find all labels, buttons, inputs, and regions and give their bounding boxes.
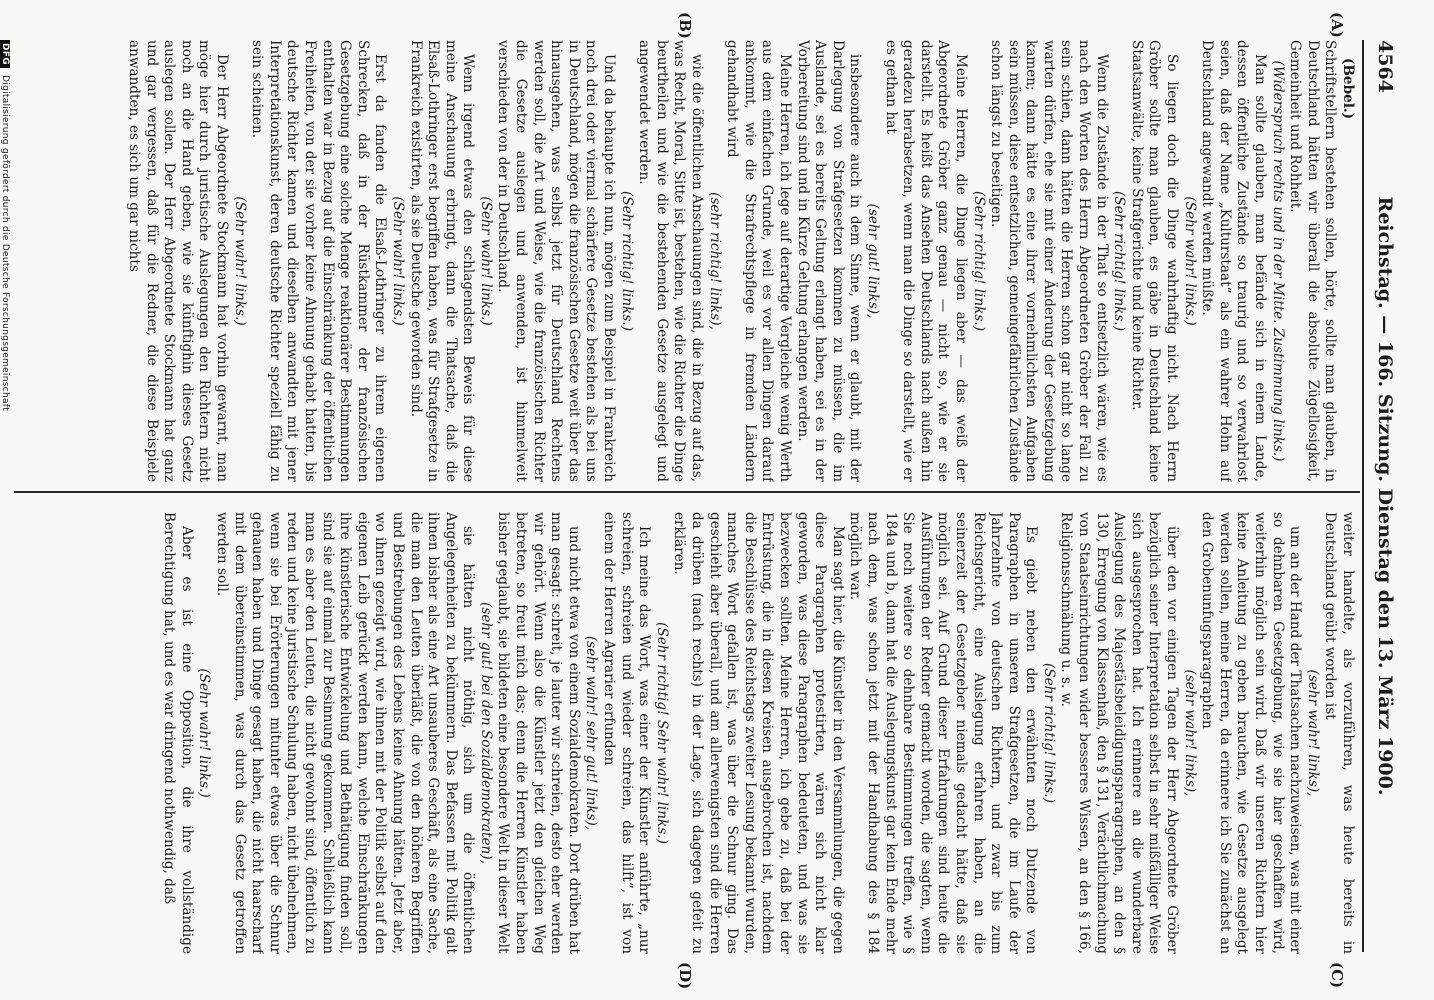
left-column-paragraph: Meine Herren, die Dinge liegen aber — das weiß der Abgeordnete Gröber ganz genau — nicht so, wie er sie darstellt. Es heißt das Ansehen Deutschlands nach außen hin geradezu herabsetzen, wenn man die Dinge so darstellt, wie er es gethan hat [882, 40, 969, 482]
left-column-interjection: (Widerspruch rechts und in der Mitte. Zustimmung links.) [1269, 60, 1286, 462]
left-column-paragraph: Schriftstellern bestehen sollen, hörte, sollte man glauben, in Deutschland hätten wir überall die absolute Zügellosigkeit, Gemeinheit und Rohheit. [1287, 40, 1339, 482]
left-column-interjection: (Sehr wahr! links.) [389, 196, 406, 326]
left-column-paragraph: So liegen doch die Dinge wahrhaftig nicht. Nach Herrn Gröber sollte man glauben, es gäbe in Deutschland keine Staatsanwälte, keine Strafgerichte und keine Richter. [1128, 40, 1181, 482]
left-column-paragraph: (Bebel.) [1340, 58, 1356, 120]
right-column-paragraph: Aber es ist eine Opposition, die ihre vollständige Berechtigung hat, und es war dringend nothwendig, daß [161, 512, 195, 954]
column-divider [14, 491, 1360, 493]
right-column-paragraph: Es giebt neben den erwähnten noch Dutzende von Paragraphen in unseren Strafgesetzen, die im Laufe der Jahrzehnte von deutschen Richtern, und zwar bis zum Reichsgericht, eine Auslegung erfahren haben, an die seinerzeit der Gesetzgeber niemals gedacht hätte, daß sie möglich sei. Auf Grund dieser Erfahrungen sind heute die Ausführungen der Redner gemacht worden, die sagten, wenn Sie noch weitere so dehnbare Bestimmungen treffen, wie § 184a und b, dann hat die Auslegungskunst gar kein Ende mehr nach dem, was schon jetzt mit der Handhabung des § 184 möglich war. [847, 512, 1040, 954]
left-column-paragraph: Wenn die Zustände in der That so entsetzlich wären, wie es nach den Worten des Herrn Abgeordneten Gröber der Fall zu sein schien, dann hätten die Herren schon gar nicht so lange warten dürfen, ehe sie mit einer Änderung der Gesetzgebung kamen; dann hätte es eine ihrer vornehmlichsten Aufgaben sein müssen, diese entsetzlichen, gemeingefährlichen Zustände schon längst zu beseitigen. [988, 40, 1110, 482]
left-column-interjection: (Sehr wahr! links.) [477, 196, 494, 326]
left-column-interjection: (sehr gut! links), [864, 203, 881, 319]
left-column-paragraph: wie die öffentlichen Anschauungen sind, die in Bezug auf das, was Recht, Moral, Sitte ist, bestehen, wie die Richter die Dinge beurtheilen und wie die bestehenden Gesetze ausgelegt und angewendet werden. [636, 40, 706, 482]
running-title: Reichstag. — 166. Sitzung. Dienstag den 13. März 1900. [1374, 196, 1396, 796]
right-column-interjection: (Sehr richtig! Sehr wahr! links.) [653, 622, 670, 844]
right-column-interjection: (sehr wahr! links), [1181, 669, 1198, 797]
right-column-paragraph: Man sagt hier, die Künstler in den Versammlungen, die gegen diese Paragraphen protestirten, wären sich nicht klar geworden, was diese Paragraphen bedeuteten, und was sie bezwecken sollten. Meine Herren, ich gebe zu, daß bei der Entrüstung, die in diesen Kreisen ausgebrochen ist, nachdem die Beschlüsse des Reichstags zweiter Lesung bekannt wurden, manches Wort gefallen ist, was über die Schnur ging. Das geschieht aber überall, und am allerwenigsten sind die Herren da drüben (nach rechts) in der Lage, sich dagegen gefeit zu erklären. [671, 512, 846, 954]
right-column-paragraph: um an der Hand der Thatsachen nachzuweisen, was mit einer so dehnbaren Gesetzgebung, wie sie hier geschaffen wird, weiterhin möglich sein wird. Daß wir unseren Richtern hier keine Anleitung zu geben brauchen, wie Gesetze ausgelegt werden sollen, meine Herren, da erinnere ich Sie zunächst an den Grobenunfugsparagraphen [1199, 512, 1304, 954]
left-column-interjection: (Sehr richtig! links.) [1111, 190, 1128, 332]
left-column-interjection: (sehr richtig! links), [706, 192, 723, 330]
left-column [16, 40, 1356, 482]
page-number: 4564 [1374, 40, 1396, 93]
left-column-interjection: (Sehr wahr! links.) [231, 196, 248, 326]
right-column-interjection: (Sehr wahr! links.) [196, 668, 213, 798]
right-column [16, 512, 1356, 954]
left-column-paragraph: Erst da fanden die Elsaß-Lothringer zu ihrem eigenen Schrecken, daß in der Rüstkammer der französischen Gesetzgebung eine solche Menge reaktionärer Bestimmungen enthalten war in Bezug auf die Einschränkung der öffentlichen Freiheiten, von der sie vorher keine Ahnung gehabt hatten, bis deutsche Richter kamen und dieselben anwandten mit jener Interpretationskunst, deren deutsche Richter speziell fähig zu sein scheinen. [249, 40, 389, 482]
page-footer [0, 40, 10, 960]
dfg-logo: DFG [0, 40, 10, 68]
right-column-paragraph: sie hätten nicht nöthig, sich um die öffentlichen Angelegenheiten zu bekümmern. Das Befassen mit Politik galt ihnen bisher als eine Art unsauberes Geschäft, als eine Sache, die man den Leuten überläßt, die von den höheren Begriffen und Bestrebungen des Lebens keine Ahnung hätten. Jetzt aber, wo ihnen gezeigt wird, wie ihnen mit der Politik selbst auf den eigenen Leib gerückt werden kann, welche Einschränkungen ihre künstlerische Entwickelung und Bethätigung finden soll, sind sie auf einmal zur Besinnung gekommen. Schließlich kann man es aber den Leuten, die nicht gewohnt sind, öffentlich zu reden und keine juristische Schulung haben, nicht übelnehmen, wenn sie bei Erörterungen mitunter etwas über die Schnur gehauen haben und Dinge gesagt haben, die nicht haarscharf mit dem übereinstimmen, was durch das Gesetz getroffen werden soll. [214, 512, 477, 954]
margin-mark-d: (D) [676, 962, 694, 990]
left-column-paragraph: Man sollte glauben, man befände sich in einem Lande, dessen öffentliche Zustände so traurig und so verwahrlost seien, daß der Name „Kulturstaat“ als ein wahrer Hohn auf Deutschland angewandt werden müßte. [1199, 40, 1269, 482]
right-column-interjection: (sehr wahr! sehr gut! links), [583, 635, 600, 831]
left-column-paragraph: Der Herr Abgeordnete Stockmann hat vorhin gewarnt, man möge hier durch juristische Auslegungen den Richtern nicht noch an die Hand geben, wie sie künftighin dieses Gesetz auslegen sollen. Der Herr Abgeordnete Stockmann hat ganz und gar vergessen, daß für die Redner, die diese Beispiele anwandten, es sich um gar nichts [126, 40, 230, 482]
footer-text: Digitalisierung gefördert durch die Deutsche Forschungsgemeinschaft [0, 75, 10, 411]
right-column-interjection: (sehr wahr! links), [1304, 669, 1321, 797]
right-column-paragraph: und nicht etwa von einem Sozialdemokraten. Dort drüben hat man gesagt: schreit, je lauter wir schreien, desto eher werden wir gehört. Wenn also die Künstler jetzt den gleichen Weg betreten, so freut mich das; denn die Herren Künstler haben bisher geglaubt, sie bildeten eine besondere Welt in dieser Welt [495, 512, 582, 954]
left-column-paragraph: Und da behaupte ich nun, mögen zum Beispiel in Frankreich noch drei oder viermal schärfere Gesetze bestehen als bei uns in Deutschland, mögen die französischen Gesetze weit über das hinausgehen, was selbst jetzt für Deutschland Rechtens werden soll, die Art und Weise, wie die französischen Richter die Gesetze auslegen und anwenden, ist himmelweit verschieden von der in Deutschland. [495, 40, 618, 482]
left-column-interjection: (Sehr richtig! links.) [970, 190, 987, 332]
right-column-interjection: (sehr gut! bei den Sozialdemokraten), [477, 602, 494, 864]
margin-mark-b: (B) [676, 12, 694, 39]
right-column-interjection: (Sehr richtig! links.) [1040, 662, 1057, 804]
right-column-paragraph: Ich meine das Wort, was einer der Künstler anführte, „nur schreien, schreien und wieder schreien, das hilft“, ist von einem der Herren Agrarier erfunden [601, 512, 653, 954]
page-header [1362, 40, 1404, 952]
left-column-paragraph: insbesondere auch in dem Sinne, wenn er glaubt, mit der Darlegung von Strafgesetzen kommen zu müssen, die im Auslande, sei es bereits Geltung erlangt haben, sei es in der Vorbereitung sind und in Kürze Geltung erlangen werden. [794, 40, 864, 482]
right-column-paragraph: über den vor einigen Tagen der Herr Abgeordnete Gröber bezüglich seiner Interpretation selbst in sehr mißfälliger Weise sich ausgesprochen hat. Ich erinnere an die wunderbare Auslegung des Majestätsbeleidigungsparagraphen, an den § 130, Erregung von Klassenhaß, den § 131, Verächtlichmachung von Staatseinrichtungen wider besseres Wissen, an den § 166, Religionsschmähung u. s. w. [1058, 512, 1181, 954]
right-column-paragraph: weiter handelte, als vorzuführen, was heute bereits in Deutschland geübt worden ist [1322, 512, 1356, 954]
margin-mark-a: (A) [1328, 12, 1346, 38]
left-column-interjection: (Sehr richtig! links.) [618, 190, 635, 332]
left-column-interjection: (Sehr wahr! links.) [1181, 196, 1198, 326]
left-column-paragraph: Wenn irgend etwas den schlagendsten Beweis für diese meine Anschauung erbringt, dann die Thatsache, daß die Elsaß-Lothringer erst begriffen haben, was für Strafgesetze in Frankreich existirten, als sie Deutsche geworden sind. [407, 40, 477, 482]
left-column-paragraph: Meine Herren, ich lege auf derartige Vergleiche wenig Werth aus dem einfachen Grunde, weil es vor allen Dingen darauf ankommt, wie die Strafrechtspflege in fremden Ländern gehandhabt wird [724, 40, 793, 482]
margin-mark-c: (C) [1328, 962, 1346, 989]
